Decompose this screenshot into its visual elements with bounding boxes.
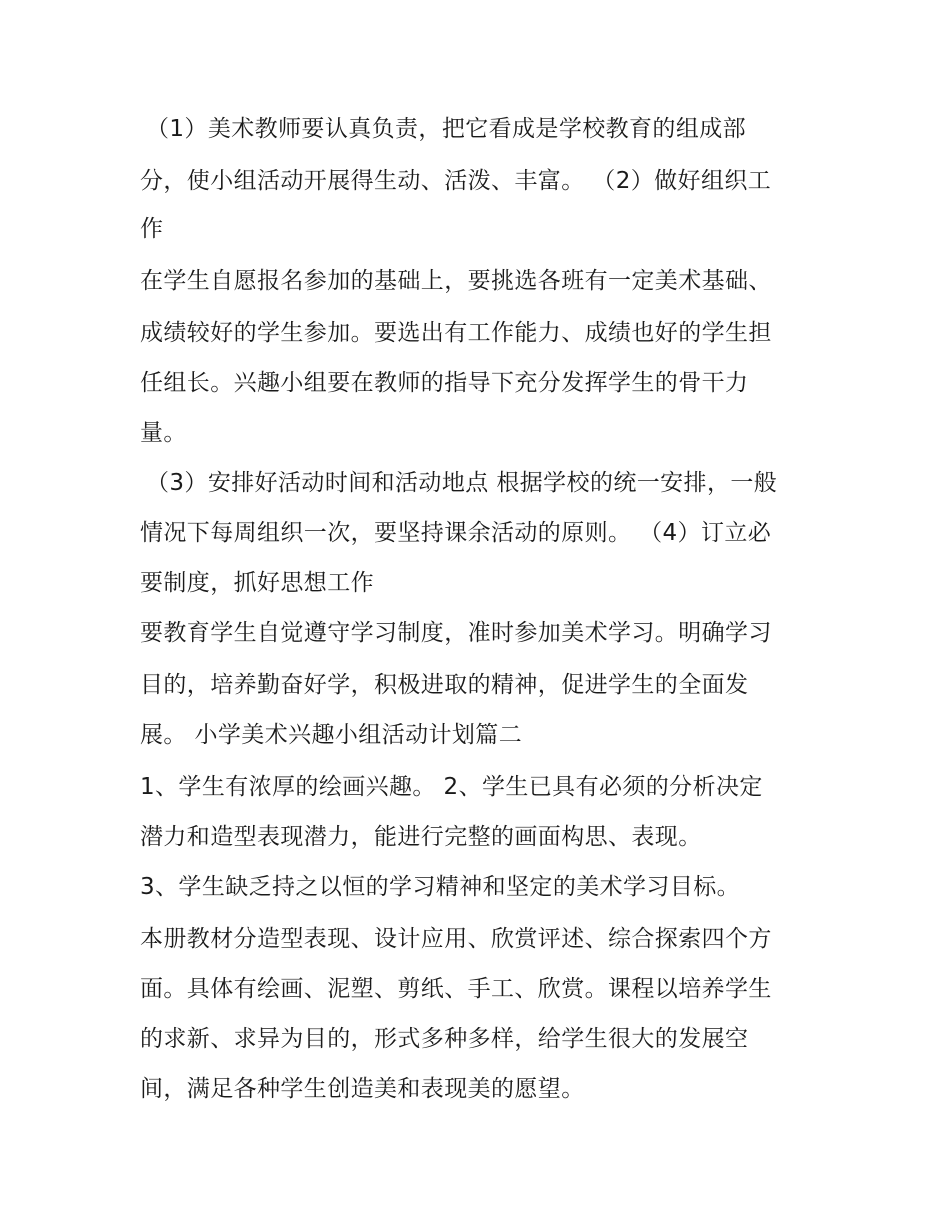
- text-line: 要制度，抓好思想工作: [140, 570, 374, 596]
- text-line: 任组长。兴趣小组要在教师的指导下充分发挥学生的骨干力: [140, 370, 749, 396]
- text-line: 量。: [140, 420, 187, 446]
- text-line: 情况下每周组织一次，要坚持课余活动的原则。 （4）订立必: [140, 520, 772, 546]
- text-line: 的求新、求异为目的，形式多种多样，给学生很大的发展空: [140, 1026, 749, 1052]
- text-line: 目的，培养勤奋好学，积极进取的精神，促进学生的全面发: [140, 672, 749, 698]
- text-line: 展。 小学美术兴趣小组活动计划篇二: [140, 722, 523, 748]
- text-line: 1、学生有浓厚的绘画兴趣。 2、学生已具有必须的分析决定: [140, 774, 763, 800]
- text-line: 3、学生缺乏持之以恒的学习精神和坚定的美术学习目标。: [140, 874, 741, 900]
- text-line: （3）安排好活动时间和活动地点 根据学校的统一安排，一般: [146, 470, 778, 496]
- text-line: 分，使小组活动开展得生动、活泼、丰富。 （2）做好组织工: [140, 168, 772, 194]
- text-line: 成绩较好的学生参加。要选出有工作能力、成绩也好的学生担: [140, 320, 772, 346]
- text-line: 要教育学生自觉遵守学习制度，准时参加美术学习。明确学习: [140, 620, 772, 646]
- text-line: （1）美术教师要认真负责，把它看成是学校教育的组成部: [146, 116, 747, 142]
- text-line: 间，满足各种学生创造美和表现美的愿望。: [140, 1076, 585, 1102]
- text-line: 在学生自愿报名参加的基础上，要挑选各班有一定美术基础、: [140, 268, 772, 294]
- text-line: 作: [140, 216, 164, 242]
- text-line: 潜力和造型表现潜力，能进行完整的画面构思、表现。: [140, 824, 702, 850]
- text-line: 面。具体有绘画、泥塑、剪纸、手工、欣赏。课程以培养学生: [140, 976, 772, 1002]
- text-line: 本册教材分造型表现、设计应用、欣赏评述、综合探索四个方: [140, 926, 772, 952]
